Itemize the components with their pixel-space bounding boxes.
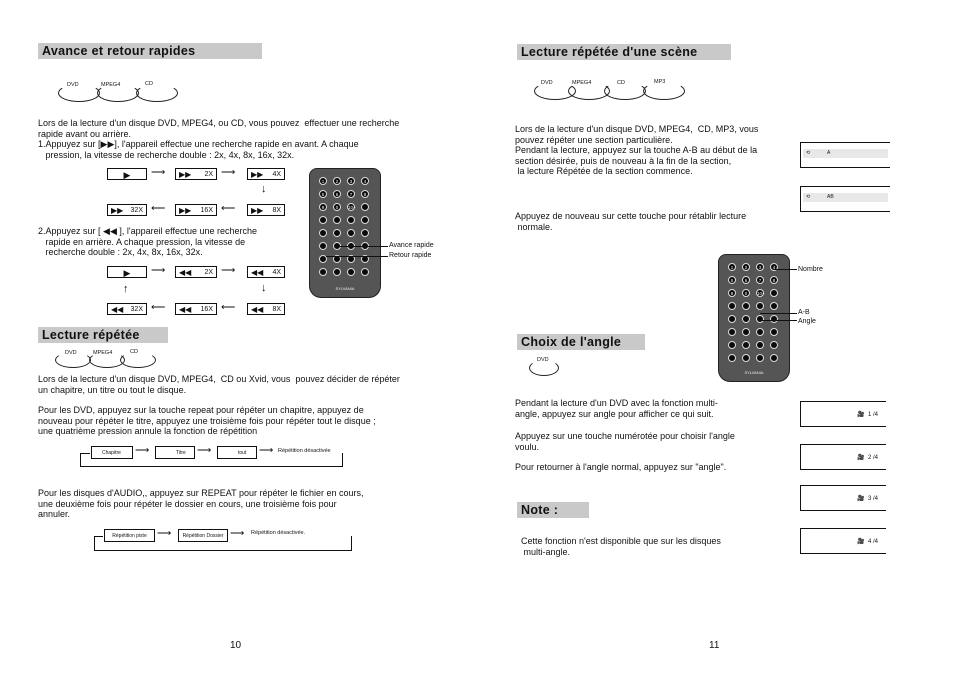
remote-key: 4: [770, 263, 778, 271]
disc-icon: [136, 84, 178, 102]
remote-key: [770, 341, 778, 349]
rw-box-4x: ◀◀ 4X: [247, 266, 285, 278]
remote-key: 2: [333, 177, 341, 185]
remote-key: [361, 268, 369, 276]
repeat-icon: ⟲: [806, 150, 811, 156]
ab-text-intro: Lors de la lecture d'un disque DVD, MPEG4, CD, MP3, vous pouvez répéter une section particulière. Pendant la lecture, appuyez sur la touche A-B au début de la section désirée, puis de nouveau à la fin de la section, la lecture Répétée de la section commence.: [515, 124, 759, 177]
arrow-right-icon: ⟶: [151, 167, 166, 178]
remote-key: 1: [728, 263, 736, 271]
arrow-left-icon: ⟵: [221, 203, 236, 214]
rw-box-2x: ◀◀ 2X: [175, 266, 217, 278]
rw-box-8x: ◀◀ 8X: [247, 303, 285, 315]
remote-key: [728, 315, 736, 323]
remote-key: [742, 341, 750, 349]
remote-key: [770, 289, 778, 297]
anno-fast-forward: Avance rapide: [389, 242, 434, 249]
annotation-line: [326, 256, 388, 257]
arrow-down-icon: ↓: [261, 282, 267, 294]
ff-section-title: Avance et retour rapides: [38, 43, 262, 59]
camera-icon: 🎥: [857, 412, 865, 418]
remote-key: 1: [319, 177, 327, 185]
annotation-line: [336, 246, 388, 247]
remote-key: 9: [319, 203, 327, 211]
rep-text-audio: Pour les disques d'AUDIO,, appuyez sur REPEAT pour répéter le fichier en cours, une deuxième fois pour répéter le dossier en cours, une troisième fois pour annuler.: [38, 488, 364, 520]
disc-icon: [120, 352, 156, 368]
remote-key: 3: [347, 177, 355, 185]
remote-key: [770, 354, 778, 362]
remote-key: [319, 229, 327, 237]
ff-box-32x: ▶▶ 32X: [107, 204, 147, 216]
arrow-up-icon: ↑: [123, 283, 129, 295]
remote-key: 9: [728, 289, 736, 297]
lcd-angle-1: 🎥 1 /4: [800, 401, 886, 427]
annotation-line: [760, 313, 797, 314]
disc-label: CD: [617, 80, 625, 86]
remote-key: [347, 229, 355, 237]
remote-key: [361, 203, 369, 211]
remote-key: 4: [361, 177, 369, 185]
remote-key: [770, 315, 778, 323]
anno-angle: Angle: [798, 318, 816, 325]
rep-folder-box: Répétition Dossier: [178, 529, 228, 542]
play-box: ▶: [107, 168, 147, 180]
remote-key: [756, 354, 764, 362]
rw-box-16x: ◀◀ 16X: [175, 303, 217, 315]
remote-key: [347, 268, 355, 276]
remote-key: [728, 302, 736, 310]
remote-key: 7: [756, 276, 764, 284]
disc-label: MPEG4: [572, 80, 592, 86]
remote-key: 0: [742, 289, 750, 297]
remote-key: [742, 302, 750, 310]
lcd-display-ab: [800, 186, 890, 212]
angle-text-intro: Pendant la lecture d'un DVD avec la fonction multi- angle, appuyez sur angle pour afficher ce qui suit.: [515, 398, 718, 419]
remote-key: 8: [770, 276, 778, 284]
ab-text-restore: Appuyez de nouveau sur cette touche pour rétablir lecture normale.: [515, 211, 747, 232]
rep-text-intro: Lors de la lecture d'un disque DVD, MPEG4, CD ou Xvid, vous pouvez décider de répéter un chapitre, un titre ou tout le disque.: [38, 374, 400, 395]
disc-icon: [604, 82, 646, 100]
remote-key: 10+: [348, 205, 356, 210]
remote-key: [756, 341, 764, 349]
remote-key: 8: [361, 190, 369, 198]
rep-off-label: Répétition désactivée: [278, 448, 331, 454]
lcd-readout: ⟲ A: [803, 149, 888, 158]
anno-rewind: Retour rapide: [389, 252, 432, 259]
arrow-down-icon: ↓: [261, 183, 267, 195]
remote-key: 5: [728, 276, 736, 284]
remote-key: [756, 315, 764, 323]
ff-box-4x: ▶▶ 4X: [247, 168, 285, 180]
page-number-right: 11: [709, 640, 720, 651]
remote-key: [756, 302, 764, 310]
remote-key: [319, 268, 327, 276]
loop-line: [94, 536, 103, 537]
remote-key: [728, 354, 736, 362]
remote-key: [742, 315, 750, 323]
arrow-left-icon: ⟵: [151, 203, 166, 214]
remote-key: [333, 216, 341, 224]
remote-key: 3: [756, 263, 764, 271]
arrow-right-icon: ⟶: [259, 445, 274, 456]
disc-label: MP3: [654, 79, 666, 85]
disc-label: CD: [145, 81, 153, 87]
arrow-right-icon: ⟶: [221, 167, 236, 178]
remote-key: [770, 328, 778, 336]
rep-chapter-box: Chapitre: [91, 446, 133, 459]
remote-key: [361, 229, 369, 237]
rep-title-box: Titre: [155, 446, 195, 459]
remote-key: [319, 242, 327, 250]
arrow-right-icon: ⟶: [230, 528, 245, 539]
ab-section-title: Lecture répétée d'une scène: [517, 44, 731, 60]
lcd-angle-4: 🎥 4 /4: [800, 528, 886, 554]
rw-text: 2.Appuyez sur [ ◀◀ ], l'appareil effectue une recherche rapide en arrière. A chaque pression, la vitesse de recherche double : 2x, 4x, 8x, 16x, 32x.: [38, 226, 258, 258]
loop-line: [351, 536, 352, 550]
annotation-line: [775, 269, 797, 270]
lcd-angle-2: 🎥 2 /4: [800, 444, 886, 470]
disc-label: DVD: [541, 80, 553, 86]
lcd-angle-3: 🎥 3 /4: [800, 485, 886, 511]
remote-key: [756, 328, 764, 336]
disc-icon: [58, 84, 100, 102]
angle-text-return: Pour retourner à l'angle normal, appuyez sur "angle".: [515, 462, 727, 472]
rep-off-label: Répétition désactivée.: [251, 530, 306, 536]
repeat-section-title: Lecture répétée: [38, 327, 168, 343]
rep-all-box: tout: [217, 446, 257, 459]
arrow-right-icon: ⟶: [157, 528, 172, 539]
ff-box-16x: ▶▶ 16X: [175, 204, 217, 216]
anno-ab: A-B: [798, 309, 810, 316]
remote-key: 7: [347, 190, 355, 198]
remote-key: 5: [319, 190, 327, 198]
loop-line: [80, 453, 90, 454]
arrow-right-icon: ⟶: [151, 265, 166, 276]
angle-section-title: Choix de l'angle: [517, 334, 645, 350]
remote-key: [319, 216, 327, 224]
ff-box-8x: ▶▶ 8X: [247, 204, 285, 216]
camera-icon: 🎥: [857, 539, 865, 545]
arrow-left-icon: ⟵: [151, 302, 166, 313]
note-text: Cette fonction n'est disponible que sur les disques multi-angle.: [521, 536, 721, 557]
remote-control-image: [718, 254, 790, 382]
remote-key: 6: [333, 190, 341, 198]
remote-key: 6: [742, 276, 750, 284]
disc-label: MPEG4: [93, 350, 113, 356]
remote-key: [742, 328, 750, 336]
repeat-icon: ⟲: [806, 194, 811, 200]
camera-icon: 🎥: [857, 455, 865, 461]
remote-key: [742, 354, 750, 362]
loop-line: [94, 536, 95, 550]
loop-line: [80, 453, 81, 466]
arrow-right-icon: ⟶: [221, 265, 236, 276]
remote-key: 10+: [757, 291, 765, 296]
arrow-right-icon: ⟶: [197, 445, 212, 456]
ff-box-2x: ▶▶ 2X: [175, 168, 217, 180]
remote-control-image: [309, 168, 381, 298]
remote-key: [361, 216, 369, 224]
disc-label: DVD: [65, 350, 77, 356]
rw-box-32x: ◀◀ 32X: [107, 303, 147, 315]
ff-text-intro: Lors de la lecture d'un disque DVD, MPEG4, ou CD, vous pouvez effectuer une recherche rapide avant ou arrière. 1.Appuyez sur [▶▶], l'appareil effectue une recherche rapide en avant. A chaque pression, la vitesse de recherche double : 2x, 4x, 8x, 16x, 32x.: [38, 118, 400, 160]
arrow-left-icon: ⟵: [221, 302, 236, 313]
disc-label: MPEG4: [101, 82, 121, 88]
remote-key: 2: [742, 263, 750, 271]
page-number-left: 10: [230, 640, 242, 651]
remote-key: [728, 328, 736, 336]
remote-key: [347, 216, 355, 224]
remote-key: [333, 268, 341, 276]
loop-line: [342, 453, 343, 466]
arrow-right-icon: ⟶: [135, 445, 150, 456]
disc-label: DVD: [67, 82, 79, 88]
lcd-readout: ⟲ AB: [803, 193, 888, 202]
angle-text-select: Appuyez sur une touche numérotée pour choisir l'angle voulu.: [515, 431, 735, 452]
remote-key: [728, 341, 736, 349]
camera-icon: 🎥: [857, 496, 865, 502]
remote-brand: SYLVANIA: [744, 370, 764, 375]
note-section-title: Note :: [517, 502, 589, 518]
remote-key: 0: [333, 203, 341, 211]
loop-line: [94, 550, 352, 551]
play-box: ▶: [107, 266, 147, 278]
disc-label: DVD: [537, 357, 549, 363]
loop-line: [80, 466, 343, 467]
remote-key: [770, 302, 778, 310]
rep-text-dvd: Pour les DVD, appuyez sur la touche repeat pour répéter un chapitre, appuyez de nouveau pour répéter le titre, appuyez une troisième fois pour répéter tout le disque ; une quatrième pression annule la fonction de répétition: [38, 405, 376, 437]
remote-key: [333, 229, 341, 237]
remote-brand: SYLVANIA: [335, 286, 355, 291]
disc-label: CD: [130, 349, 138, 355]
rep-track-box: Répétition piste: [104, 529, 155, 542]
anno-number: Nombre: [798, 266, 823, 273]
annotation-line: [760, 320, 797, 321]
lcd-display-a: [800, 142, 890, 168]
